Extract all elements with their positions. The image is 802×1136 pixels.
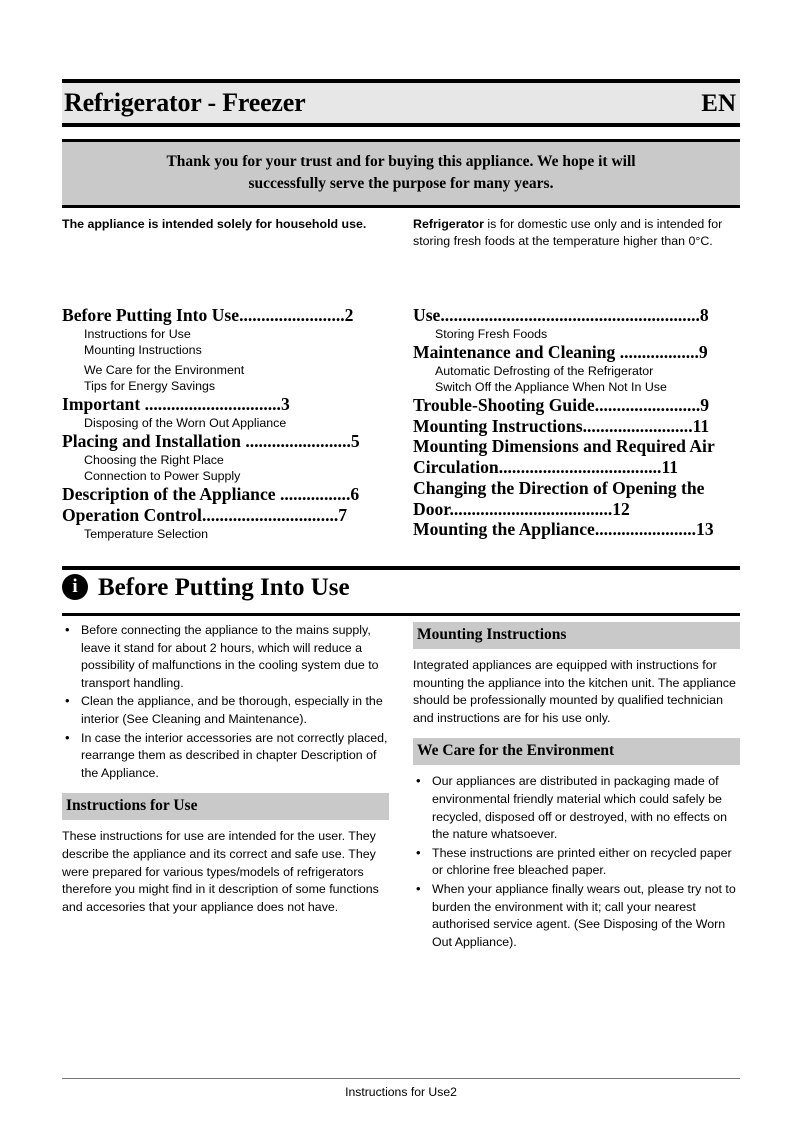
section-top-rule [62,566,740,570]
toc-entry[interactable] [62,505,389,526]
toc-entry-page: 11 [661,457,679,478]
banner-line-1: Thank you for your trust and for buying this appliance. We hope it will [166,153,636,170]
toc-entry-dots: ..................................... [498,457,662,478]
toc-entry-label: Placing and Installation [62,431,246,452]
toc-subitem[interactable]: Connection to Power Supply [84,469,241,483]
toc-entry-page: 6 [350,484,360,505]
toc-entry-page: 8 [699,305,709,325]
toc-entry-dots: ......................... [582,415,693,436]
toc-entry[interactable] [62,305,389,326]
toc-entry-dots: ........................ [245,431,351,452]
body-right-column [413,622,740,953]
toc-right-column [413,305,740,542]
footer-rule [62,1078,740,1079]
toc-entry-dots: ............................... [144,394,281,415]
bullet-item: • Our appliances are distributed in packaging made of environmental friendly material which could safely be recycled, disposed off or destroyed, with no effects on the nature whatsoever. [413,773,740,843]
toc-entry-label: Trouble-Shooting Guide [413,394,595,415]
intro-bold-lead: Refrigerator [413,217,484,231]
toc-subitem[interactable]: Instructions for Use [84,326,191,341]
toc-subitem[interactable]: We Care for the Environment [84,363,245,377]
toc-entry-page: 7 [338,504,348,525]
toc-entry-label: Important [62,394,145,415]
toc-subitem[interactable]: Switch Off the Appliance When Not In Use [435,379,667,394]
toc-entry-dots: ........................................................... [440,305,700,325]
toc-entry[interactable] [413,436,740,478]
toc-entry-label: Description of the Appliance [62,484,280,505]
toc-entry-page: 9 [700,394,710,415]
toc-entry-label: Operation Control [62,504,202,525]
mounting-instructions-paragraph: Integrated appliances are equipped with instructions for mounting the appliance into the kitchen unit. The appliance should be professionally mounted by qualified technician and instructions are for his use only. [413,658,736,725]
toc-entry-label: Mounting Dimensions and Required Air Circulation [413,436,715,478]
intro-household-use-text [62,216,389,233]
toc-entry[interactable] [413,305,740,326]
page-title: Refrigerator - Freezer [64,88,306,117]
bullet-item: • These instructions are printed either on recycled paper or chlorine free bleached paper. [413,845,740,880]
bullet-item: • Before connecting the appliance to the mains supply, leave it stand for about 2 hours, which will reduce a possibility of malfunctions in the cooling system due to transport handling. [62,622,389,692]
thank-you-banner [62,139,740,208]
toc-subitem[interactable]: Automatic Defrosting of the Refrigerator [435,363,654,378]
info-icon-glyph: i [72,575,78,597]
bullet-item: • In case the interior accessories are not correctly placed, rearrange them as described in chapter Description of the Appliance. [62,730,389,783]
section-heading [62,574,740,600]
toc-entry[interactable] [413,519,740,540]
intro-rest-text: is for domestic use only and is intended for storing fresh foods at the temperature higher than 0°C. [413,217,723,249]
intro-bold-text: The appliance is intended solely for household use. [62,217,367,231]
toc-subitem[interactable]: Mounting Instructions [84,342,202,357]
toc-entry-dots: ........................ [239,305,345,325]
document-page [62,0,740,1136]
toc-entry[interactable] [413,478,740,520]
instructions-for-use-paragraph: These instructions for use are intended for the user. They describe the appliance and its correct and safe use. They were prepared for various types/models of refrigerators therefore you might find in it description of some functions and accesories that your appliance does not have. [62,829,379,914]
banner-line-2: successfully serve the purpose for many years. [248,175,554,192]
toc-entry[interactable] [413,395,740,416]
toc-entry-dots: ....................... [594,519,697,540]
toc-subitem[interactable]: Disposing of the Worn Out Appliance [84,416,287,430]
toc-entry[interactable] [62,484,389,505]
toc-entry[interactable] [413,416,740,437]
toc-entry-label: Mounting the Appliance [413,519,595,540]
body-left-column [62,622,389,953]
toc-entry[interactable] [413,342,740,363]
subheading-instructions-for-use: Instructions for Use [62,793,389,820]
toc-entry-label: Changing the Direction of Opening the Door [413,477,705,519]
subheading-mounting-instructions: Mounting Instructions [413,622,740,649]
section-bottom-rule [62,613,740,616]
toc-entry[interactable] [62,431,389,452]
toc-entry-page: 2 [344,305,354,325]
body-content [62,622,740,953]
toc-entry-dots: ................ [279,484,351,505]
section-title: Before Putting Into Use [98,573,350,601]
footer-text: Instructions for Use2 [345,1085,457,1099]
intro-right-column [413,216,740,250]
intro-left-column [62,216,389,250]
info-icon [62,574,88,600]
toc-entry-page: 5 [350,431,360,452]
toc-entry[interactable] [62,394,389,415]
intro-section [62,216,740,250]
toc-entry-dots: ........................ [594,394,701,415]
toc-entry-dots: .................. [619,341,699,362]
toc-subitem[interactable]: Tips for Energy Savings [84,379,216,394]
toc-left-column [62,305,389,542]
toc-entry-label: Use [413,305,441,325]
toc-entry-page: 3 [280,394,290,415]
toc-entry-page: 13 [696,519,714,540]
table-of-contents [62,305,740,542]
bullet-item: • Clean the appliance, and be thorough, especially in the interior (See Cleaning and Maintenance). [62,693,389,728]
toc-subitem[interactable]: Choosing the Right Place [84,452,224,467]
document-header-bar [62,79,740,127]
toc-subitem[interactable]: Storing Fresh Foods [435,326,548,341]
toc-entry-label: Maintenance and Cleaning [413,341,620,362]
before-putting-into-use-bullet-list [62,622,389,782]
toc-entry-dots: ............................... [201,504,339,525]
toc-entry-page: 11 [692,415,710,436]
bullet-item: • When your appliance finally wears out, please try not to burden the environment with it; call your nearest authorised service agent. (See Disposing of the Worn Out Appliance). [413,881,740,951]
toc-entry-label: Mounting Instructions [413,415,583,436]
subheading-we-care-for-the-environment: We Care for the Environment [413,738,740,765]
intro-refrigerator-text [413,216,740,250]
toc-entry-label: Before Putting Into Use [62,305,240,325]
toc-subitem[interactable]: Temperature Selection [84,526,208,541]
toc-entry-page: 12 [612,498,630,519]
toc-entry-dots: ..................................... [449,498,613,519]
toc-entry-page: 9 [698,341,708,362]
environment-bullet-list [413,773,740,951]
language-code: EN [701,89,736,117]
